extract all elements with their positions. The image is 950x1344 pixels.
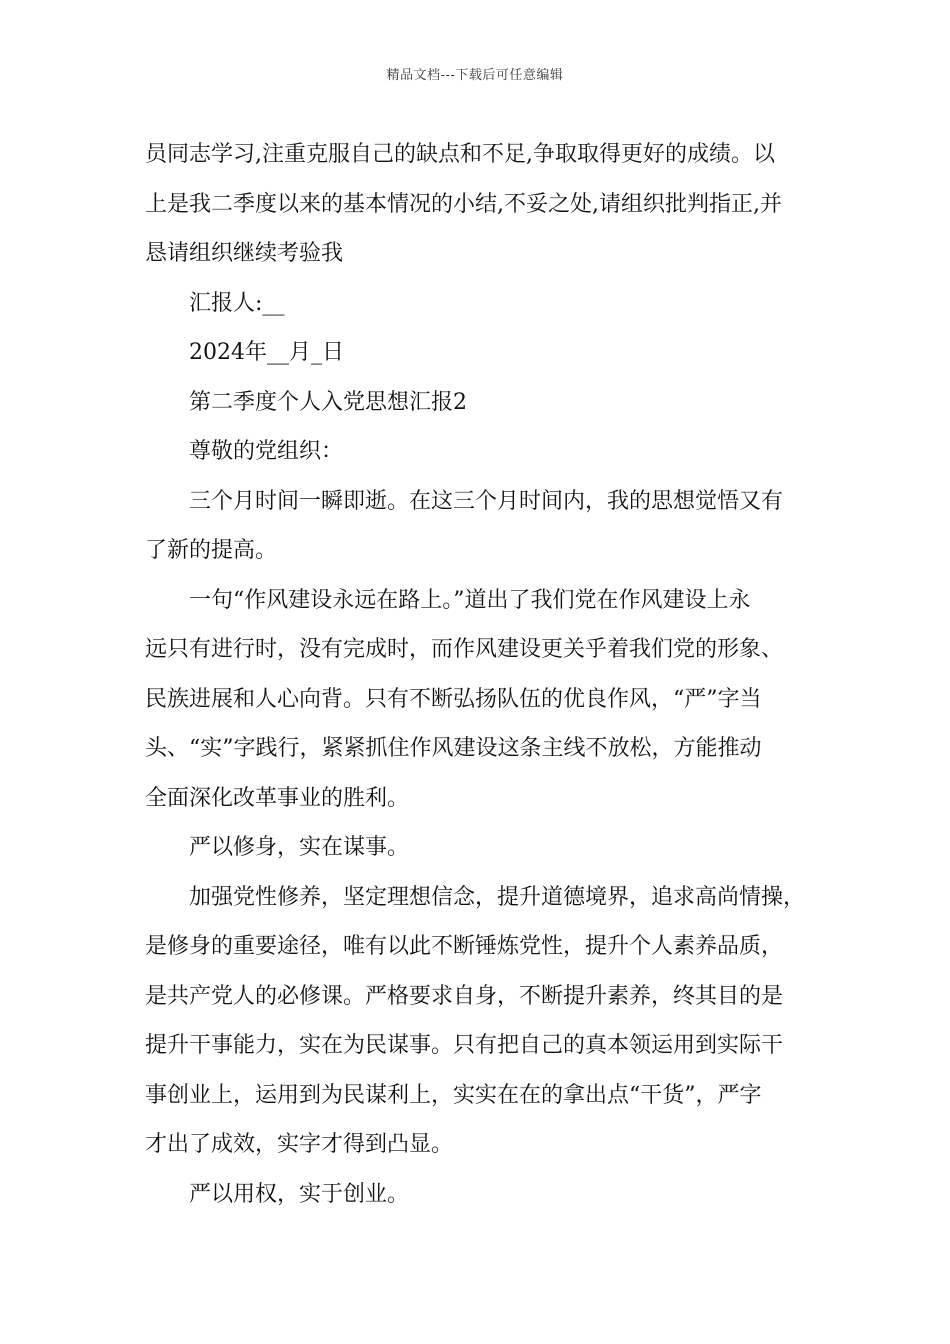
text-line: 员同志学习,注重克服自己的缺点和不足,争取取得更好的成绩。以: [145, 142, 775, 167]
document-body: [145, 130, 825, 1219]
reporter-line: [145, 279, 825, 329]
page-header: 精品文档---下载后可任意编辑: [386, 68, 564, 83]
subheading: [145, 1170, 825, 1220]
text-line: 才出了成效，实字才得到凸显。: [145, 1132, 454, 1157]
text-line: 三个月时间一瞬即逝。在这三个月时间内，我的思想觉悟又有: [189, 488, 784, 514]
text-line: 提升干事能力，实在为民谋事。只有把自己的真本领运用到实际干: [145, 1033, 784, 1058]
paragraph: [145, 130, 825, 279]
text-line: 恳请组织继续考验我: [145, 241, 344, 266]
text-line: 是修身的重要途径，唯有以此不断锤炼党性，提升个人素养品质，: [145, 934, 784, 959]
text-line: 加强党性修养，坚定理想信念，提升道德境界，追求高尚情操，: [189, 884, 806, 910]
paragraph: [145, 873, 825, 1170]
text-line: 民族进展和人心向背。只有不断弘扬队伍的优良作风，“严”字当: [145, 686, 762, 712]
text-line: 一句“作风建设永远在路上。”道出了我们党在作风建设上永: [189, 587, 751, 613]
text-line: 事创业上，运用到为民谋利上，实实在在的拿出点“干货”，严字: [145, 1082, 762, 1108]
text-line: 全面深化改革事业的胜利。: [145, 785, 410, 811]
paragraph: [145, 576, 825, 824]
text-line: 是共产党人的必修课。严格要求自身，不断提升素养，终其目的是: [145, 983, 784, 1009]
subheading: [145, 823, 825, 873]
text-line: 远只有进行时，没有完成时，而作风建设更关乎着我们党的形象、: [145, 637, 784, 662]
paragraph: [145, 477, 825, 576]
text-line: 2024年__月_日: [189, 340, 344, 365]
date-line: [145, 328, 825, 378]
text-line: 汇报人:__: [189, 290, 285, 316]
text-line: 严以用权，实于创业。: [189, 1181, 410, 1207]
text-line: 第二季度个人入党思想汇报2: [189, 389, 467, 415]
section-title: [145, 378, 825, 428]
text-line: 了新的提高。: [145, 538, 278, 563]
text-line: 头、“实”字践行，紧紧抓住作风建设这条主线不放松，方能推动: [145, 736, 762, 761]
text-line: 严以修身，实在谋事。: [189, 835, 410, 860]
text-line: 上是我二季度以来的基本情况的小结,不妥之处,请组织批判指正,并: [145, 191, 782, 217]
salutation: [145, 427, 825, 477]
text-line: 尊敬的党组织：: [189, 439, 344, 464]
